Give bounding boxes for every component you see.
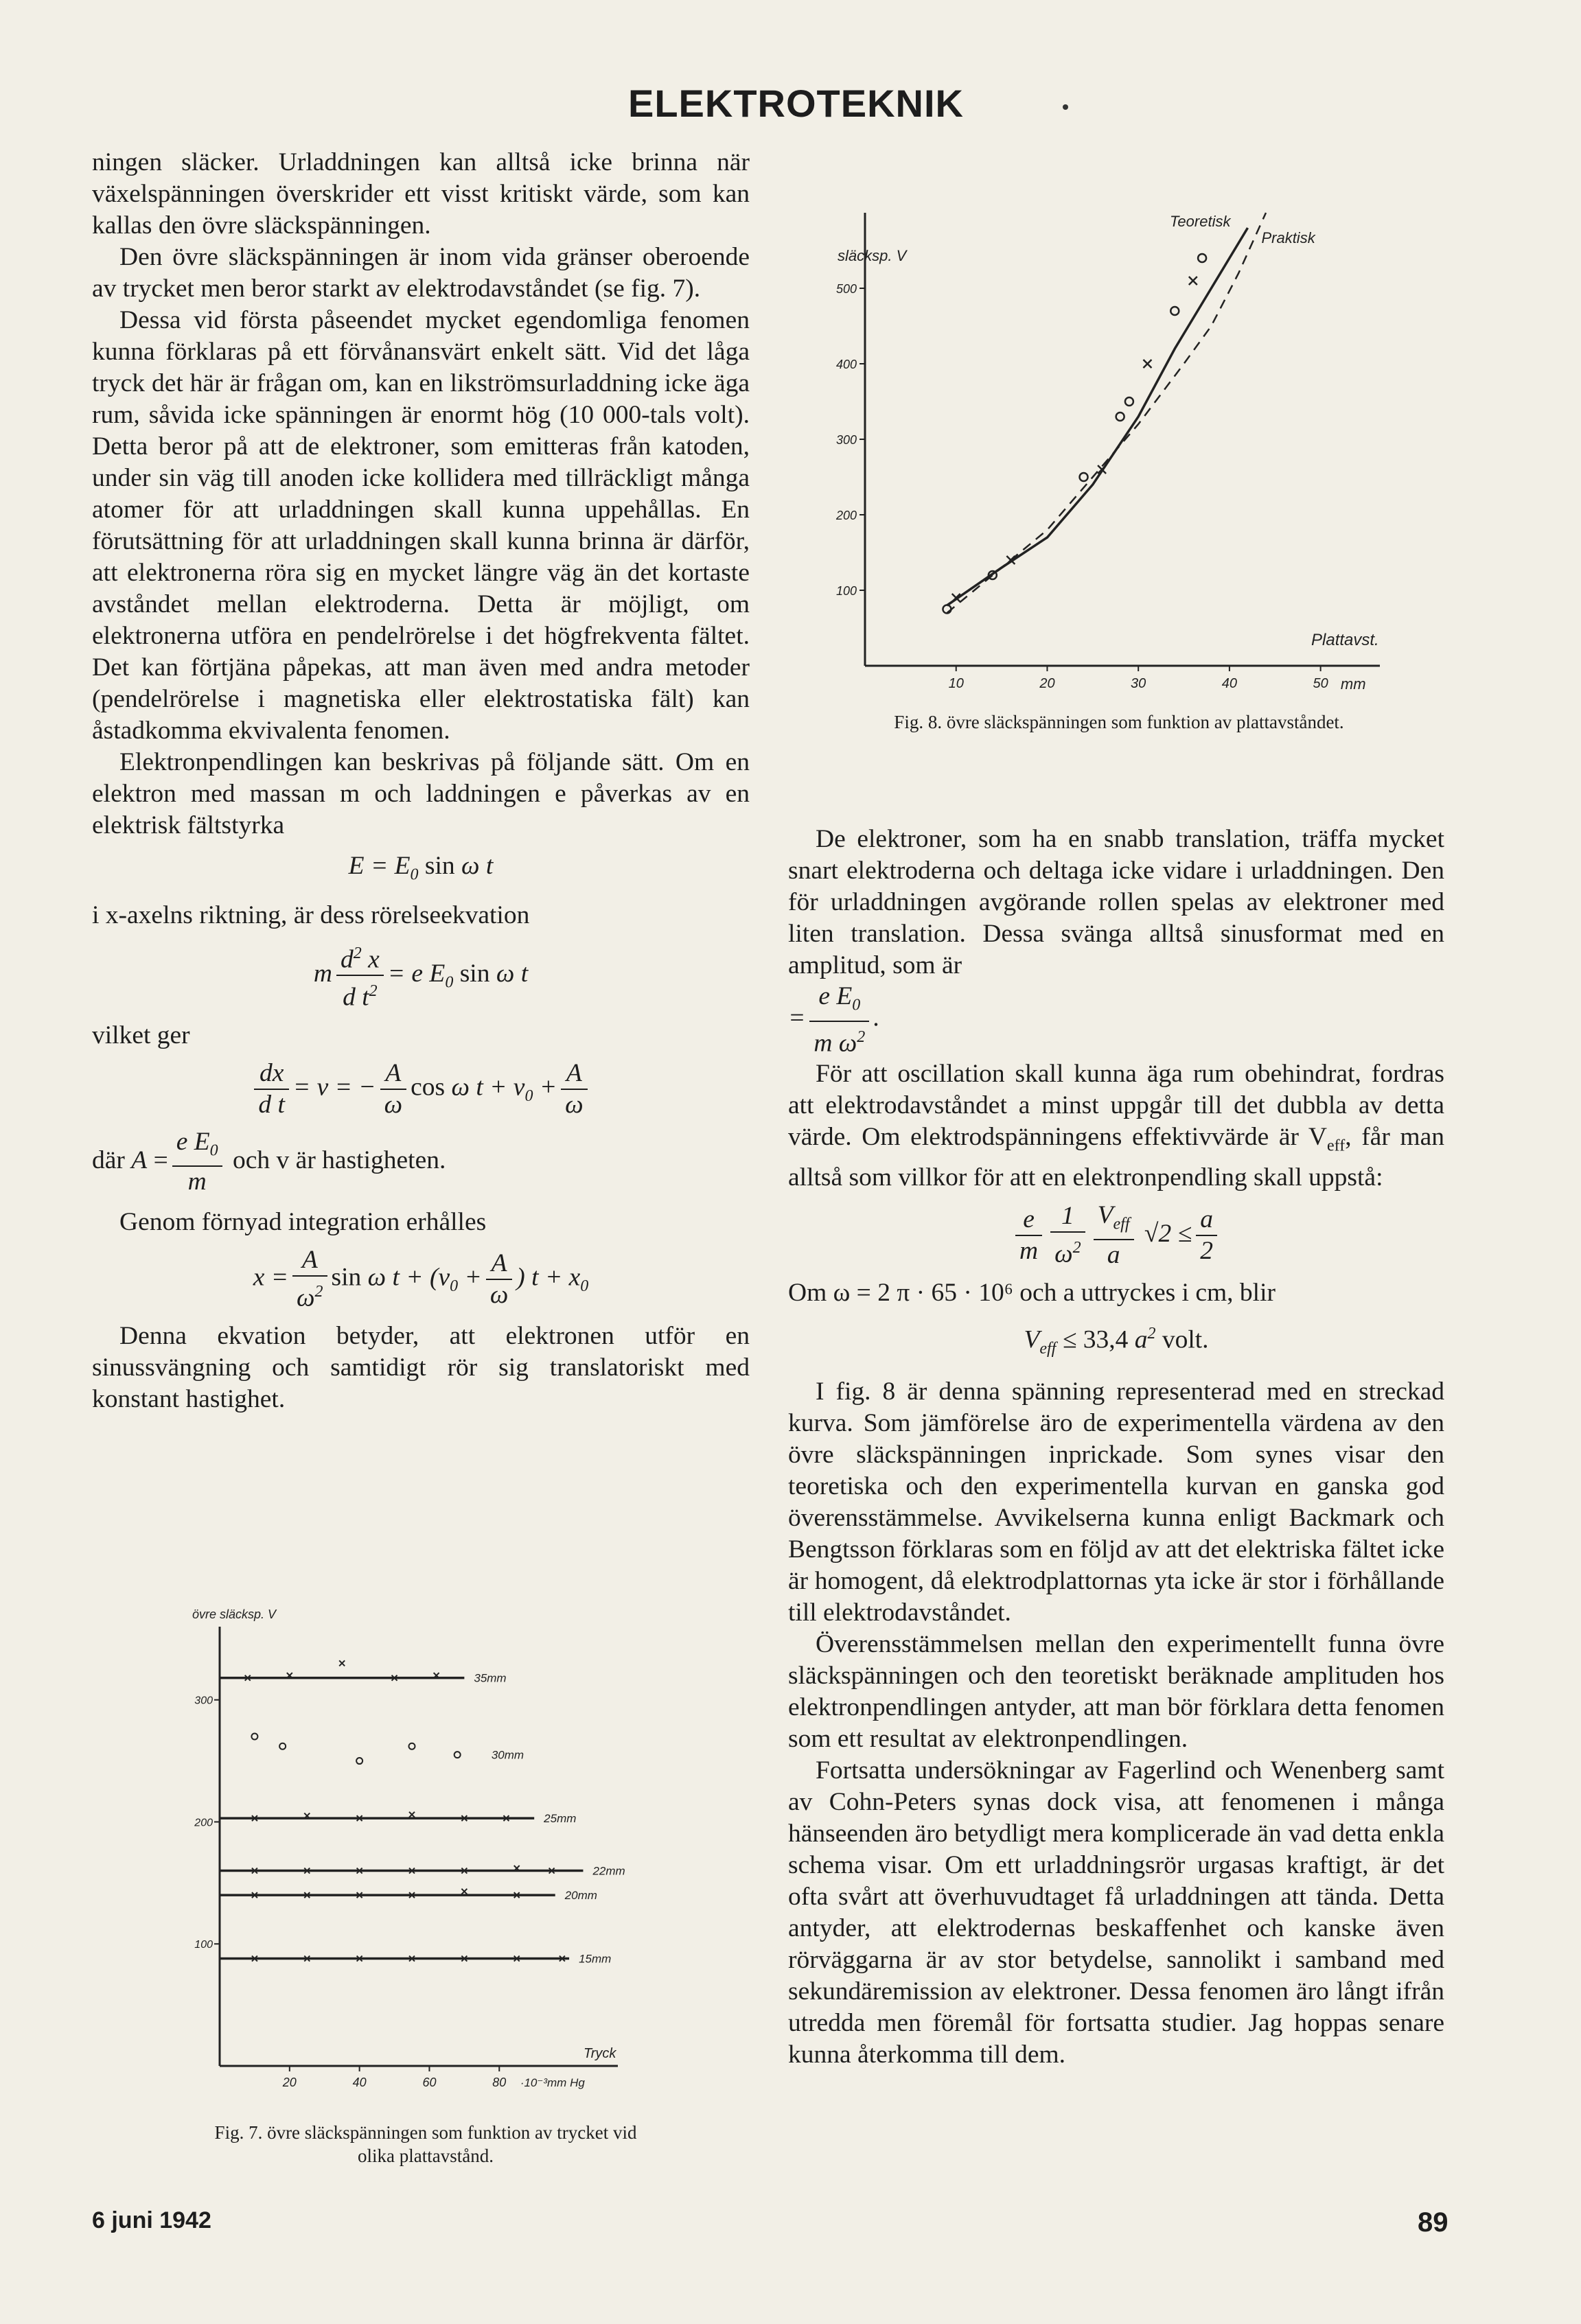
fig8-y-tick-label: 100: [835, 584, 857, 598]
left-column: [92, 147, 750, 1415]
fig8-ticks: [835, 282, 1328, 691]
left-paragraph-6: vilket ger: [92, 1021, 190, 1049]
fig7-series-label: 25mm: [544, 1812, 577, 1826]
left-paragraph-4: Elektronpendlingen kan beskrivas på följande sätt. Om en elektron med massan m och laddningen e påverkas av en elektrisk fältstyrka: [92, 748, 750, 839]
fig7-x-tick-label: 80: [492, 2076, 507, 2089]
fig8-y-tick-label: 500: [835, 282, 857, 296]
right-paragraph-4: I fig. 8 är denna spänning representerad med en streckad kurva. Som jämförelse äro de experimentella värdena av den övre släckspänningen inprickade. Som synes visar den teoretiska och den experimentella kurvan en ganska god överensstämmelse. Avvikelserna kunna enligt Backmark och Bengtsson förklaras som en följd av att det elektriska fältet icke är homogent, då elektrodplattornas yta icke är stor i förhållande till elektrodavståndet.: [788, 1378, 1444, 1627]
right-paragraph-6: Fortsatta undersökningar av Fagerlind och Wenenberg samt av Cohn-Peters synas dock visa, att fenomenen i många hänseenden äro betydligt mera komplicerade än vad detta enkla schema visar. Om ett urladdningsrör urgasas kraftigt, är det ofta svårt att överhuvudtaget få urladdningen att tända. Detta antyder, att elektrodernas beskaffenhet och kanske även rörväggarna är av stor betydelse, sannolikt i samband med sekundäremission av elektroner. Dessa fenomen äro långt ifrån utredda men föremål för fortsatta studier. Jag hoppas senare kunna återkomma till dem.: [788, 1756, 1444, 2069]
fig8-x-tick-label: 50: [1313, 676, 1328, 691]
fig7-y-tick-label: 100: [194, 1939, 213, 1951]
section-header: ELEKTROTEKNIK: [628, 82, 964, 125]
fig7-y-label: övre släcksp. V: [192, 1607, 277, 1621]
fig8-point-circle: [1170, 307, 1179, 315]
fig7-series-label: 20mm: [564, 1889, 597, 1903]
left-paragraph-7: där A = $\frac{e E_0}{m}$ och v är hastigheten.: [92, 1127, 446, 1196]
fig7-x-tick-label: 60: [422, 2076, 437, 2089]
left-paragraph-5: i x-axelns riktning, är dess rörelseekvation: [92, 900, 530, 929]
equation-field: $E = E_0$ sin ω t: [348, 852, 494, 884]
fig7-x-label: Tryck: [584, 2046, 616, 2061]
fig8-y-tick-label: 300: [835, 433, 857, 447]
right-paragraph-3: Om ω = 2 π · 65 · 10⁶ och a uttryckes i cm, blir: [788, 1279, 1276, 1307]
fig8-chart: [789, 185, 1394, 707]
equation-condition: $\frac{e}{m}$ $\frac{1}{\omega^2}$ $\frac{V_{eff}}{a}$ √2 ≤ $\frac{a}{2}$: [788, 1200, 1444, 1271]
fig8-x-tick-label: 10: [948, 676, 964, 691]
fig7-series-label: 15mm: [579, 1952, 612, 1966]
fig8-series-praktisk: [947, 228, 1248, 605]
right-paragraph-5: Överensstämmelsen mellan den experimentellt funna övre släckspänningen och den teoretiskt beräknade amplituden hos elektronpendlingen antyder, att man bör förklara detta fenomen som ett resultat av elektronpendlingen.: [788, 1630, 1444, 1753]
fig7-point-circle: [356, 1758, 362, 1764]
fig8-label-teoretisk: Teoretisk: [1170, 213, 1231, 230]
fig8-labels: [835, 213, 1379, 693]
fig8-x-tick-label: 20: [1039, 676, 1055, 691]
fig7-caption: Fig. 7. övre släckspänningen som funktion av trycket vid olika plattavstånd.: [214, 2122, 637, 2166]
fig8-x-label: Plattavst.: [1311, 631, 1379, 649]
fig7-series: [220, 1660, 625, 1965]
fig7-point-circle: [409, 1743, 415, 1750]
fig8-point-circle: [1116, 412, 1124, 421]
fig7-chart: [165, 1599, 686, 2107]
right-paragraph-2a: För att oscillation skall kunna äga rum obehindrat, fordras att elektrodavståndet a minst uppgår till det dubbla av detta värde. Om elektrodspänningens effektivvärde är V: [788, 1060, 1444, 1151]
fig7-ticks: [194, 1695, 506, 2089]
fig8-lines: [947, 213, 1267, 613]
equation-position: x = $\frac{A}{\omega^2}$ sin ω $t + (v_0$ + $\frac{A}{\omega}$ ) $t + x_0$: [253, 1246, 589, 1312]
fig7-x-tick-label: 20: [282, 2076, 297, 2089]
left-paragraph-2: Den övre släckspänningen är inom vida gränser oberoende av trycket men beror starkt av elektrodavståndet (se fig. 7).: [92, 243, 750, 303]
fig7-series-label: 30mm: [491, 1748, 524, 1762]
left-paragraph-9: Denna ekvation betyder, att elektronen utför en sinussvängning och samtidigt rör sig translatoriskt med konstant hastighet.: [92, 1321, 750, 1413]
equation-amplitude: = $\frac{e E_0}{m \omega^2}$ .: [788, 982, 880, 1057]
fig7-x-tick-label: 40: [352, 2076, 367, 2089]
fig7-y-tick-label: 300: [194, 1695, 213, 1707]
left-paragraph-1: ningen släcker. Urladdningen kan alltså icke brinna när växelspänningen överskrider ett visst kritiskt värde, som kan kallas den övre släckspänningen.: [92, 148, 750, 240]
fig7-labels: [192, 1607, 616, 2089]
fig8-y-tick-label: 200: [835, 509, 857, 522]
fig7-series-label: 35mm: [474, 1671, 507, 1685]
fig7-point-circle: [279, 1743, 286, 1750]
fig8-point-circle: [1198, 254, 1206, 262]
fig8-x-unit: mm: [1340, 675, 1366, 693]
fig7-y-tick-label: 200: [194, 1817, 213, 1829]
fig8-caption: Fig. 8. övre släckspänningen som funktion av plattavståndet.: [894, 712, 1344, 732]
page-number: 89: [1418, 2207, 1449, 2238]
equation-result: $V_{eff} \le 33,4$ $a^2$ volt.: [1024, 1325, 1209, 1358]
fig7-point-cross: [409, 1812, 415, 1817]
footer-date: 6 juni 1942: [92, 2207, 211, 2233]
fig8-point-cross: [1143, 360, 1151, 368]
right-paragraph-2: För att oscillation skall kunna äga rum obehindrat, fordras att elektrodavståndet a minst uppgår till det dubbla av detta värde. Om elektrodspänningens effektivvärde är $V_{eff}$, får man alltså som villkor för att en elektronpendling skall uppstå:: [788, 1060, 1444, 1192]
fig8-label-praktisk: Praktisk: [1261, 229, 1315, 246]
fig8-y-tick-label: 400: [835, 358, 857, 371]
velocity-note: och v är hastigheten.: [233, 1146, 446, 1174]
fig8-point-circle: [1080, 473, 1088, 481]
left-paragraph-3: Dessa vid första påseendet mycket egendomliga fenomen kunna förklaras på ett förvånansvärt enkelt sätt. Vid det låga tryck det här är frågan om, kan en likströmsurladdning icke äga rum, såvida icke spänningen är enormt hög (10 000-tals volt). Detta beror på att de elektroner, som emitteras från katoden, under sin väg till anoden icke kollidera med tillräckligt många atomer för att urladdningen skall kunna uppehållas. En förutsättning för att urladdningen skall kunna brinna är därför, att elektronerna röra sig en mycket längre väg än det kortaste avståndet mellan elektroderna. Detta är möjligt, om elektronerna utföra en pendelrörelse i det högfrekventa fältet. Det kan förtjäna påpekas, att man även med andra metoder (pendelrörelse i magnetiska eller elektrostatiska fält) kan åstadkomma ekvivalenta fenomen.: [92, 306, 750, 745]
equation-velocity: $\frac{dx}{\text{d t}}$ = v = − $\frac{A}{\omega}$ cos ω $t + v_0$ + $\frac{A}{\omega}$: [92, 1058, 750, 1120]
right-column: [788, 824, 1444, 2071]
fig8-x-tick-label: 40: [1221, 676, 1238, 691]
fig7-point-cross: [461, 1889, 467, 1894]
fig7-point-circle: [454, 1752, 461, 1758]
fig7-x-unit: ·10⁻³mm Hg: [520, 2076, 585, 2089]
fig8-point-circle: [1125, 397, 1133, 406]
fig7-axes: [220, 1627, 618, 2066]
fig8-point-cross: [1189, 277, 1197, 285]
left-paragraph-8: Genom förnyad integration erhålles: [119, 1208, 487, 1236]
where-label: där: [92, 1146, 125, 1174]
fig7-point-circle: [251, 1734, 257, 1740]
fig8-series-teoretisk: [947, 213, 1267, 613]
fig7-series-label: 22mm: [592, 1864, 625, 1878]
right-paragraph-2b: , får man alltså som villkor för att en elektronpendling skall uppstå:: [788, 1123, 1444, 1192]
right-paragraph-1: De elektroner, som ha en snabb translation, träffa mycket snart elektroderna och deltaga icke vidare i urladdningen. Den för urladdningen avgörande rollen spelas av elektroner med liten translation. Dessa svänga alltså sinusformat med en amplitud, som är: [788, 825, 1444, 979]
ornament-dot: [1063, 104, 1068, 110]
fig8-x-tick-label: 30: [1131, 676, 1146, 691]
fig8-y-label: släcksp. V: [838, 247, 907, 264]
fig7-point-cross: [339, 1660, 345, 1666]
fig8-points: [943, 254, 1206, 614]
equation-motion: m $\frac{d^2 x}{d t^2}$ = e $E_0$ sin ω t: [92, 938, 750, 1013]
